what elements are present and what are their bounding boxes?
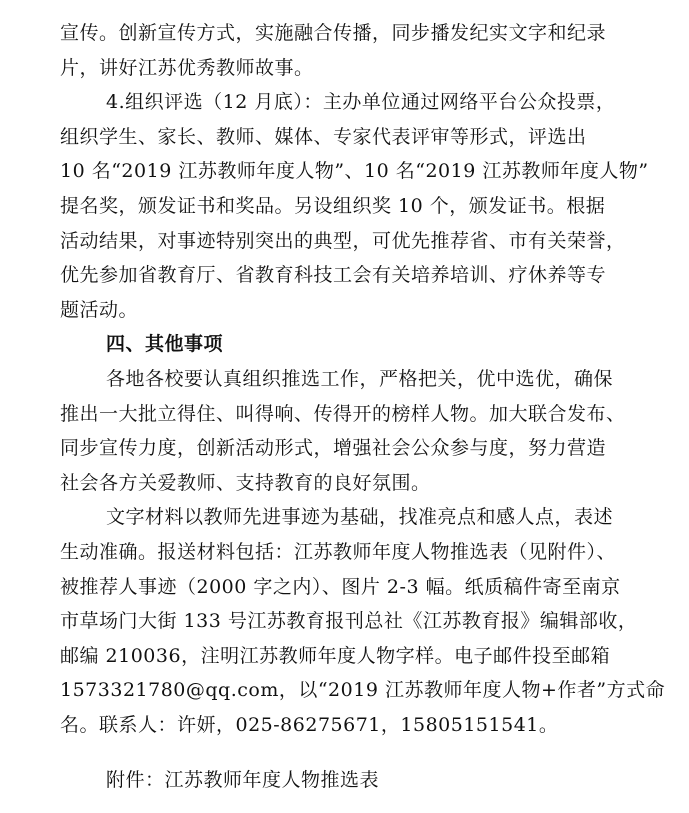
text-line: 各地各校要认真组织推选工作，严格把关，优中选优，确保: [106, 368, 614, 390]
text-line: 同步宣传力度，创新活动形式，增强社会公众参与度，努力营造: [60, 437, 607, 460]
text-line: 片，讲好江苏优秀教师故事。: [60, 56, 314, 79]
text-line: 组织学生、家长、教师、媒体、专家代表评审等形式，评选出: [60, 125, 587, 148]
text-line: 市草场门大街 133 号江苏教育报刊总社《江苏教育报》编辑部收，: [60, 610, 638, 633]
attachment-note: 附件：江苏教师年度人物推选表: [106, 769, 380, 792]
section-heading: 四、其他事项: [106, 333, 224, 356]
text-line: 邮编 210036，注明江苏教师年度人物字样。电子邮件投至邮箱: [60, 644, 611, 667]
text-line: 10 名“2019 江苏教师年度人物”、10 名“2019 江苏教师年度人物”: [60, 160, 649, 183]
text-line: 活动结果，对事迹特别突出的典型，可优先推荐省、市有关荣誉，: [60, 229, 626, 252]
text-line: 被推荐人事迹（2000 字之内）、图片 2-3 幅。纸质稿件寄至南京: [60, 575, 621, 598]
text-line: 1573321780@qq.com，以“2019 江苏教师年度人物+作者”方式命: [60, 679, 666, 702]
text-line: 题活动。: [60, 298, 139, 321]
text-line: 优先参加省教育厅、省教育科技工会有关培养培训、疗休养等专: [60, 264, 607, 287]
text-line: 4.组织评选（12 月底）：主办单位通过网络平台公众投票，: [106, 91, 616, 114]
text-line: 名。联系人：许妍，025-86275671，15805151541。: [60, 714, 559, 736]
text-line: 社会各方关爱教师、支持教育的良好氛围。: [60, 471, 431, 494]
text-line: 文字材料以教师先进事迹为基础，找准亮点和感人点，表述: [106, 506, 614, 529]
text-line: 生动准确。报送材料包括：江苏教师年度人物推选表（见附件）、: [60, 541, 617, 563]
text-line: 提名奖，颁发证书和奖品。另设组织奖 10 个，颁发证书。根据: [60, 195, 606, 217]
text-line: 宣传。创新宣传方式，实施融合传播，同步播发纪实文字和纪录: [60, 22, 607, 44]
text-line: 推出一大批立得住、叫得响、传得开的榜样人物。加大联合发布、: [60, 402, 626, 425]
